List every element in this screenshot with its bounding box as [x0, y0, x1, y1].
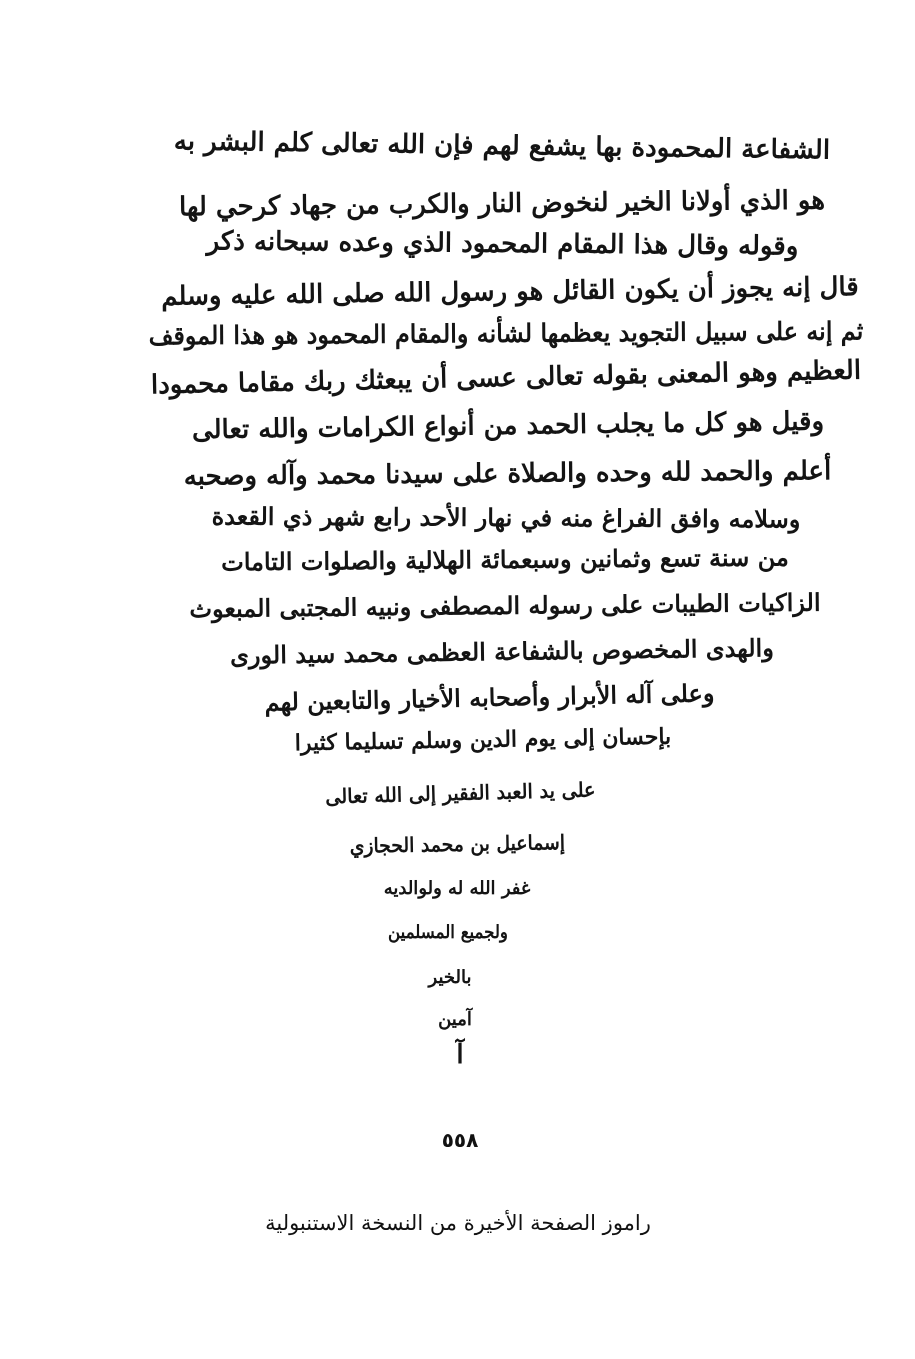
manuscript-line: بإحسان إلى يوم الدين وسلم تسليما كثيرا: [294, 723, 672, 757]
manuscript-line: الزاكيات الطيبات على رسوله المصطفى ونبيه المجتبى المبعوث: [189, 587, 821, 624]
manuscript-line: بالخير: [428, 967, 472, 988]
manuscript-line: إسماعيل بن محمد الحجازي: [349, 830, 566, 858]
manuscript-line: على يد العبد الفقير إلى الله تعالى: [324, 777, 596, 809]
manuscript-line: آ: [456, 1040, 464, 1070]
manuscript-line: ولجميع المسلمين: [388, 922, 508, 943]
folio-number: ٥٥٨: [441, 1128, 479, 1152]
manuscript-line: والهدى المخصوص بالشفاعة العظمى محمد سيد الورى: [229, 633, 775, 670]
manuscript-line: وقيل هو كل ما يجلب الحمد من أنواع الكرامات والله تعالى: [191, 406, 825, 446]
manuscript-line: العظيم وهو المعنى بقوله تعالى عسى أن يبعثك ربك مقاما محمودا: [150, 355, 862, 401]
manuscript-line: آمين: [438, 1009, 472, 1030]
page-caption: راموز الصفحة الأخيرة من النسخة الاستنبولية: [265, 1211, 651, 1235]
manuscript-line: هو الذي أولانا الخير لنخوض النار والكرب من جهاد كرحي لها: [178, 185, 826, 223]
manuscript-line: وقوله وقال هذا المقام المحمود الذي وعده سبحانه ذكر: [206, 226, 799, 262]
manuscript-line: وسلامه وافق الفراغ منه في نهار الأحد رابع شهر ذي القعدة: [211, 501, 801, 534]
manuscript-line: قال إنه يجوز أن يكون القائل هو رسول الله صلى الله عليه وسلم: [161, 272, 859, 312]
manuscript-line: وعلى آله الأبرار وأصحابه الأخيار والتابعين لهم: [264, 678, 715, 717]
manuscript-line: من سنة تسع وثمانين وسبعمائة الهلالية والصلوات التامات: [221, 542, 789, 577]
manuscript-line: ثم إنه على سبيل التجويد يعظمها لشأنه والمقام المحمود هو هذا الموقف: [148, 316, 863, 351]
manuscript-line: الشفاعة المحمودة بها يشفع لهم فإن الله تعالى كلم البشر به: [173, 126, 831, 166]
manuscript-line: أعلم والحمد لله وحده والصلاة على سيدنا محمد وآله وصحبه: [183, 456, 832, 492]
manuscript-line: غفر الله له ولوالديه: [383, 878, 531, 899]
